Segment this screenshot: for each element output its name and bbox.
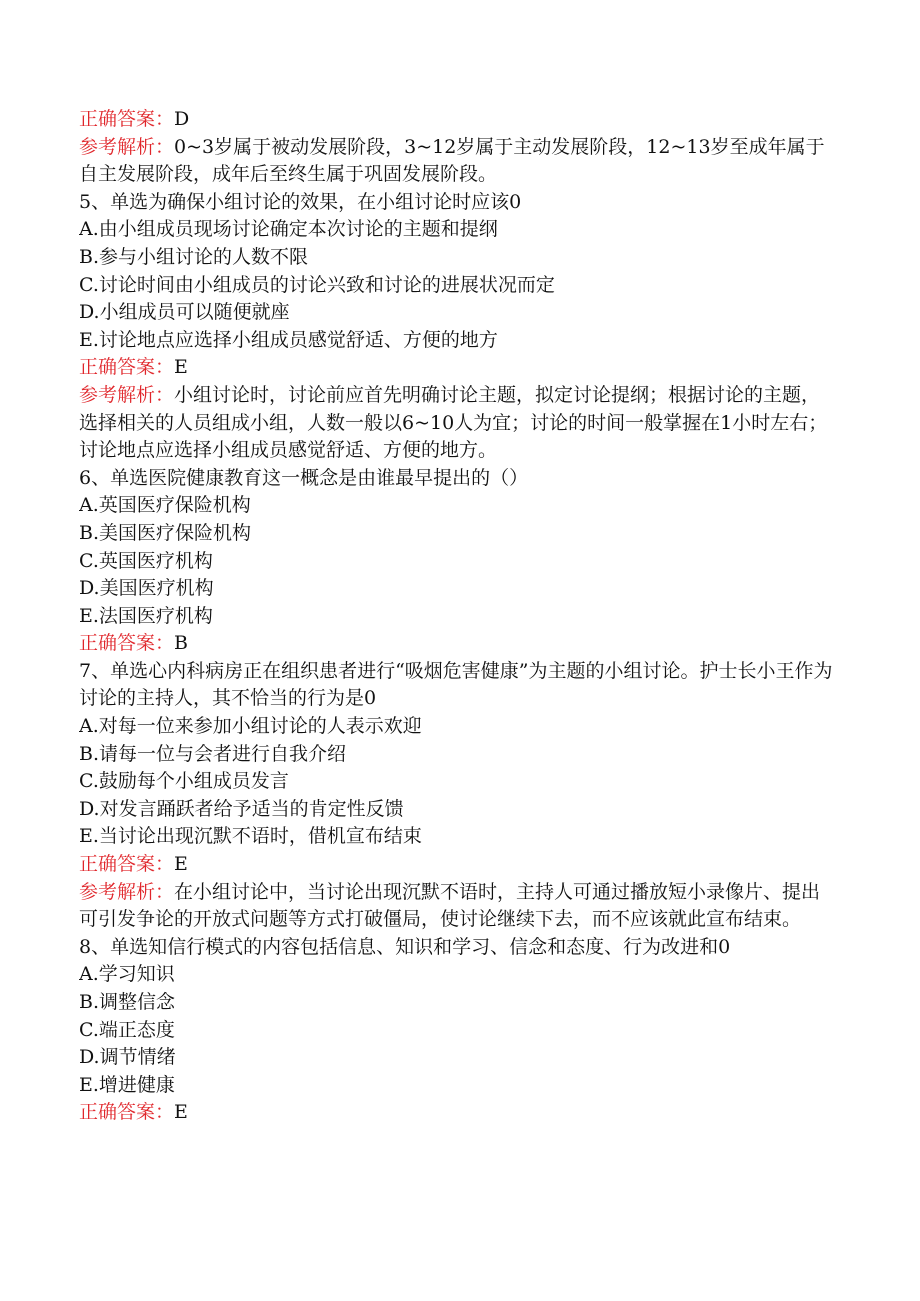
analysis-label: 参考解析： — [79, 383, 175, 406]
answer-value: B — [174, 632, 188, 655]
analysis-paragraph — [79, 879, 839, 934]
answer-label: 正确答案： — [79, 108, 175, 130]
answer-label: 正确答案： — [79, 1101, 175, 1124]
option-d: D.小组成员可以随便就座 — [79, 301, 290, 324]
answer-value: E — [174, 1101, 188, 1124]
answer-label: 正确答案： — [79, 356, 175, 379]
option-a: A.由小组成员现场讨论确定本次讨论的主题和提纲 — [79, 218, 498, 241]
option-d: D.调节情绪 — [79, 1046, 176, 1069]
analysis-text: 在小组讨论中，当讨论出现沉默不语时，主持人可通过播放短小录像片、提出可引发争论的开放式问题等方式打破僵局，使讨论继续下去，而不应该就此宣布结束。 — [79, 880, 821, 931]
option-c: C.鼓励每个小组成员发言 — [79, 770, 289, 793]
answer-line — [79, 354, 839, 382]
answer-value: E — [174, 356, 188, 379]
option-e: E.增进健康 — [79, 1073, 175, 1096]
answer-label: 正确答案： — [79, 632, 175, 655]
answer-line — [79, 630, 839, 658]
option-b: B.美国医疗保险机构 — [79, 521, 252, 544]
answer-value: E — [174, 853, 188, 876]
option-b: B.调整信念 — [79, 991, 176, 1013]
page-content — [79, 106, 839, 1127]
question-stem: 5、单选为确保小组讨论的效果，在小组讨论时应该0 — [79, 190, 522, 213]
option-c: C.英国医疗机构 — [79, 549, 213, 572]
analysis-paragraph — [79, 382, 839, 465]
option-e: E.法国医疗机构 — [79, 604, 213, 627]
analysis-label: 参考解析： — [79, 135, 175, 158]
option-d: D.美国医疗机构 — [79, 577, 214, 600]
option-d: D.对发言踊跃者给予适当的肯定性反馈 — [79, 797, 404, 820]
question-stem: 7、单选心内科病房正在组织患者进行“吸烟危害健康”为主题的小组讨论。护士长小王作为讨论的主持人，其不恰当的行为是0 — [79, 659, 833, 710]
question-stem: 6、单选医院健康教育这一概念是由谁最早提出的（） — [79, 466, 529, 489]
answer-value: D — [174, 108, 190, 130]
analysis-label: 参考解析： — [79, 880, 175, 903]
option-c: C.端正态度 — [79, 1018, 175, 1041]
analysis-text: 0~3岁属于被动发展阶段，3~12岁属于主动发展阶段，12~13岁至成年属于自主发展阶段，成年后至终生属于巩固发展阶段。 — [79, 135, 825, 186]
answer-line — [79, 1099, 839, 1127]
answer-line — [79, 851, 839, 879]
option-b: B.请每一位与会者进行自我介绍 — [79, 742, 347, 765]
option-a: A.学习知识 — [79, 963, 175, 986]
option-e: E.讨论地点应选择小组成员感觉舒适、方便的地方 — [79, 328, 498, 351]
option-b: B.参与小组讨论的人数不限 — [79, 245, 309, 268]
option-c: C.讨论时间由小组成员的讨论兴致和讨论的进展状况而定 — [79, 273, 555, 296]
question-stem: 8、单选知信行模式的内容包括信息、知识和学习、信念和态度、行为改进和0 — [79, 935, 731, 958]
answer-line — [79, 106, 839, 134]
option-a: A.英国医疗保险机构 — [79, 494, 251, 517]
analysis-text: 小组讨论时，讨论前应首先明确讨论主题，拟定讨论提纲；根据讨论的主题，选择相关的人员组成小组，人数一般以6~10人为宜；讨论的时间一般掌握在1小时左右；讨论地点应选择小组成员感觉舒适、方便的地方。 — [79, 383, 828, 462]
option-e: E.当讨论出现沉默不语时，借机宣布结束 — [79, 825, 422, 848]
analysis-paragraph — [79, 134, 839, 189]
option-a: A.对每一位来参加小组讨论的人表示欢迎 — [79, 715, 422, 738]
answer-label: 正确答案： — [79, 853, 175, 876]
